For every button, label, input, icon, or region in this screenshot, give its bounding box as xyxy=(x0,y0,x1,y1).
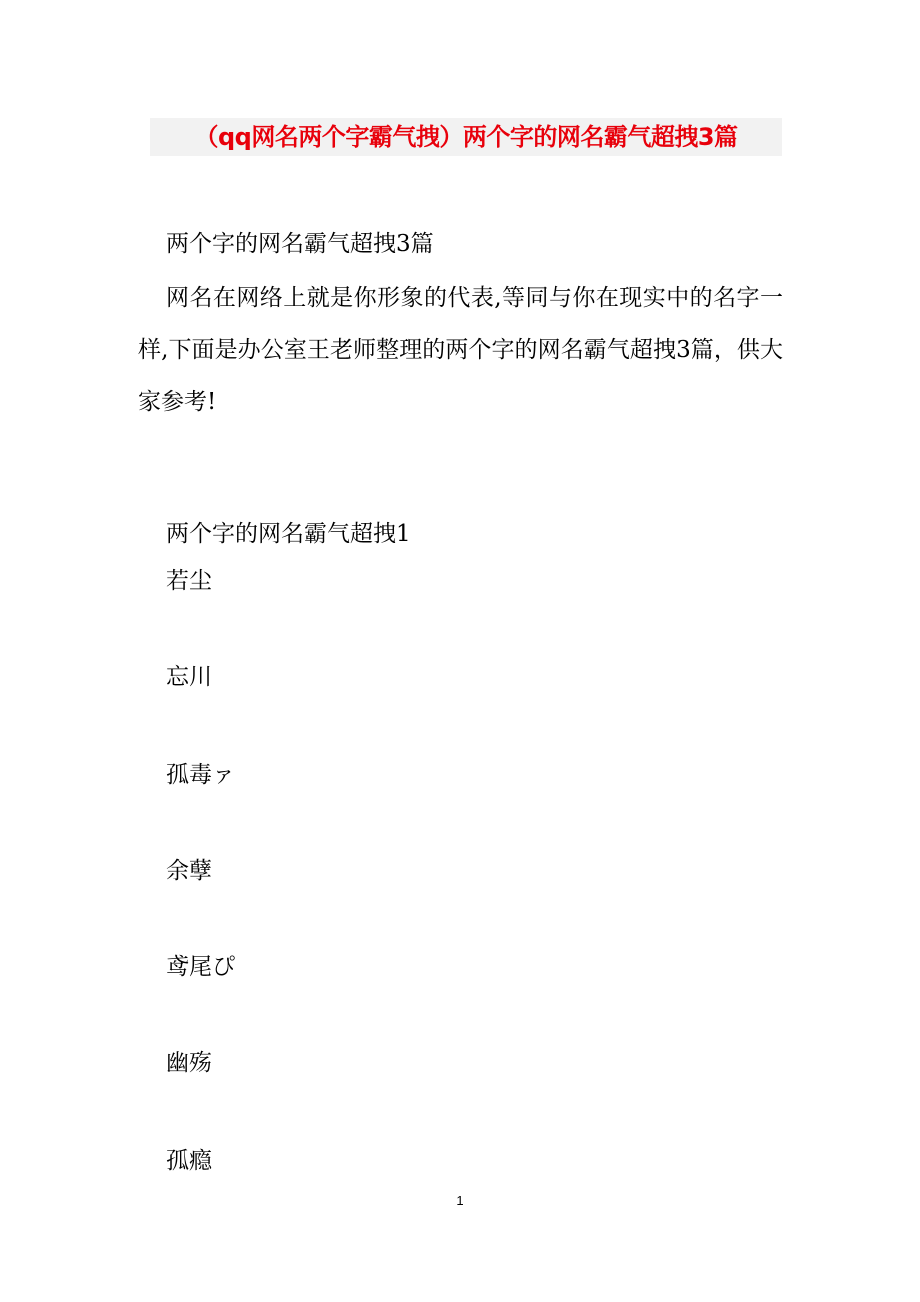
name-item-5: 鸢尾ぴ xyxy=(166,954,235,980)
page-number: 1 xyxy=(456,1193,464,1208)
name-item-4: 余孽 xyxy=(166,858,212,884)
name-item-2: 忘川 xyxy=(166,664,212,690)
name-item-7: 孤瘾 xyxy=(166,1148,212,1174)
name-item-3: 孤毒ァ xyxy=(166,762,235,788)
name-item-6: 幽殇 xyxy=(166,1050,212,1076)
section-heading: 两个字的网名霸气超拽1 xyxy=(166,521,411,547)
intro-paragraph: 网名在网络上就是你形象的代表,等同与你在现实中的名字一样,下面是办公室王老师整理的两个字的网名霸气超拽3篇，供大家参考! xyxy=(138,285,783,415)
name-item-1: 若尘 xyxy=(166,568,212,594)
document-title: （qq网名两个字霸气拽）两个字的网名霸气超拽3篇 xyxy=(150,118,782,156)
subtitle: 两个字的网名霸气超拽3篇 xyxy=(166,231,434,257)
